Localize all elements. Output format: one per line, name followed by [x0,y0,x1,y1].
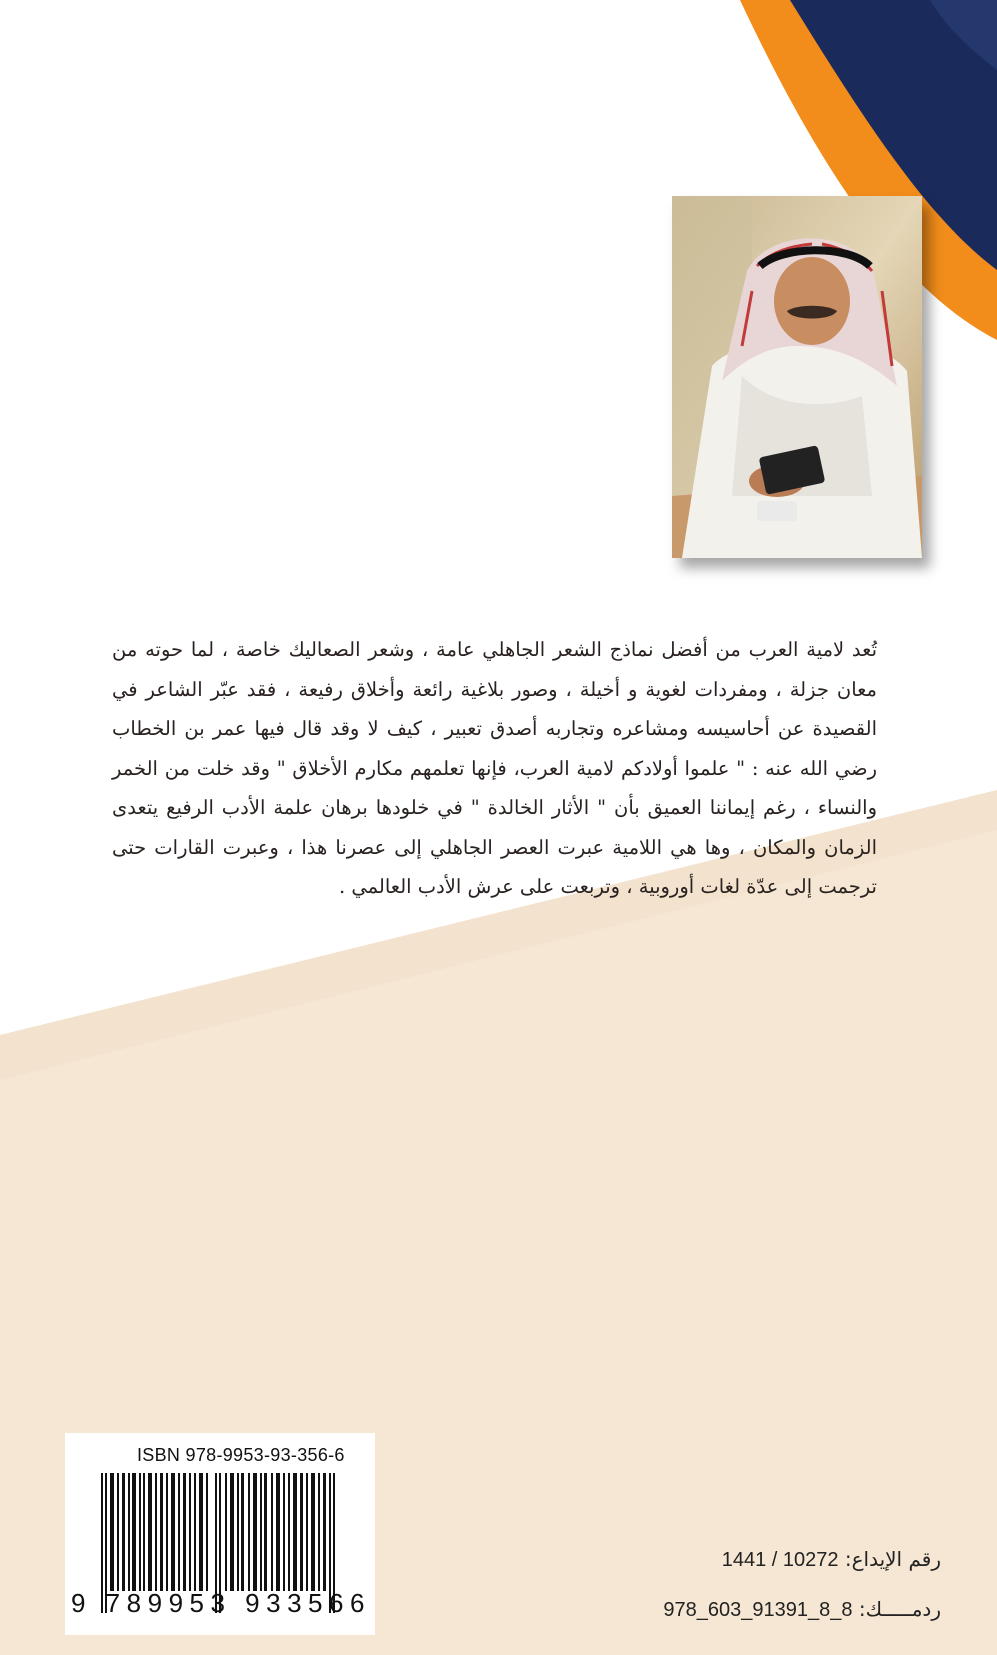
isbn-barcode-panel [65,1433,375,1635]
isbn-arabic-label: ردمـــــك: [858,1597,941,1621]
isbn-arabic [663,1597,941,1622]
legal-deposit-number [722,1547,941,1572]
legal-deposit-value: 1441 / 10272 [721,1549,839,1571]
barcode-digits: 9 789953 933566 [71,1588,371,1618]
legal-deposit-label: رقم الإيداع: [844,1547,941,1571]
isbn-label: ISBN 978-9953-93-356-6 [137,1445,345,1465]
isbn-arabic-value: 978_603_91391_8_8 [663,1599,853,1621]
author-photo [672,196,922,558]
book-description: تُعد لامية العرب من أفضل نماذج الشعر الجاهلي عامة ، وشعر الصعاليك خاصة ، لما حوته من معان جزلة ، ومفردات لغوية و أخيلة ، وصور بلاغية رائعة وأخلاق رفيعة ، فقد عبّر الشاعر في القصيدة عن أحاسيسه ومشاعره وتجاربه أصدق تعبير ، كيف لا وقد قال فيها عمر بن الخطاب رضي الله عنه : " علموا أولادكم لامية العرب، فإنها تعلمهم مكارم الأخلاق " وقد خلت من الخمر والنساء ، رغم إيماننا العميق بأن " الأثار الخالدة " في خلودها برهان علمة الأدب الرفيع يتعدى الزمان والمكان ، وها هي اللامية عبرت العصر الجاهلي إلى عصرنا هذا ، وعبرت القارات حتى ترجمت إلى عدّة لغات أوروبية ، وتربعت على عرش الأدب العالمي . [112,638,877,898]
